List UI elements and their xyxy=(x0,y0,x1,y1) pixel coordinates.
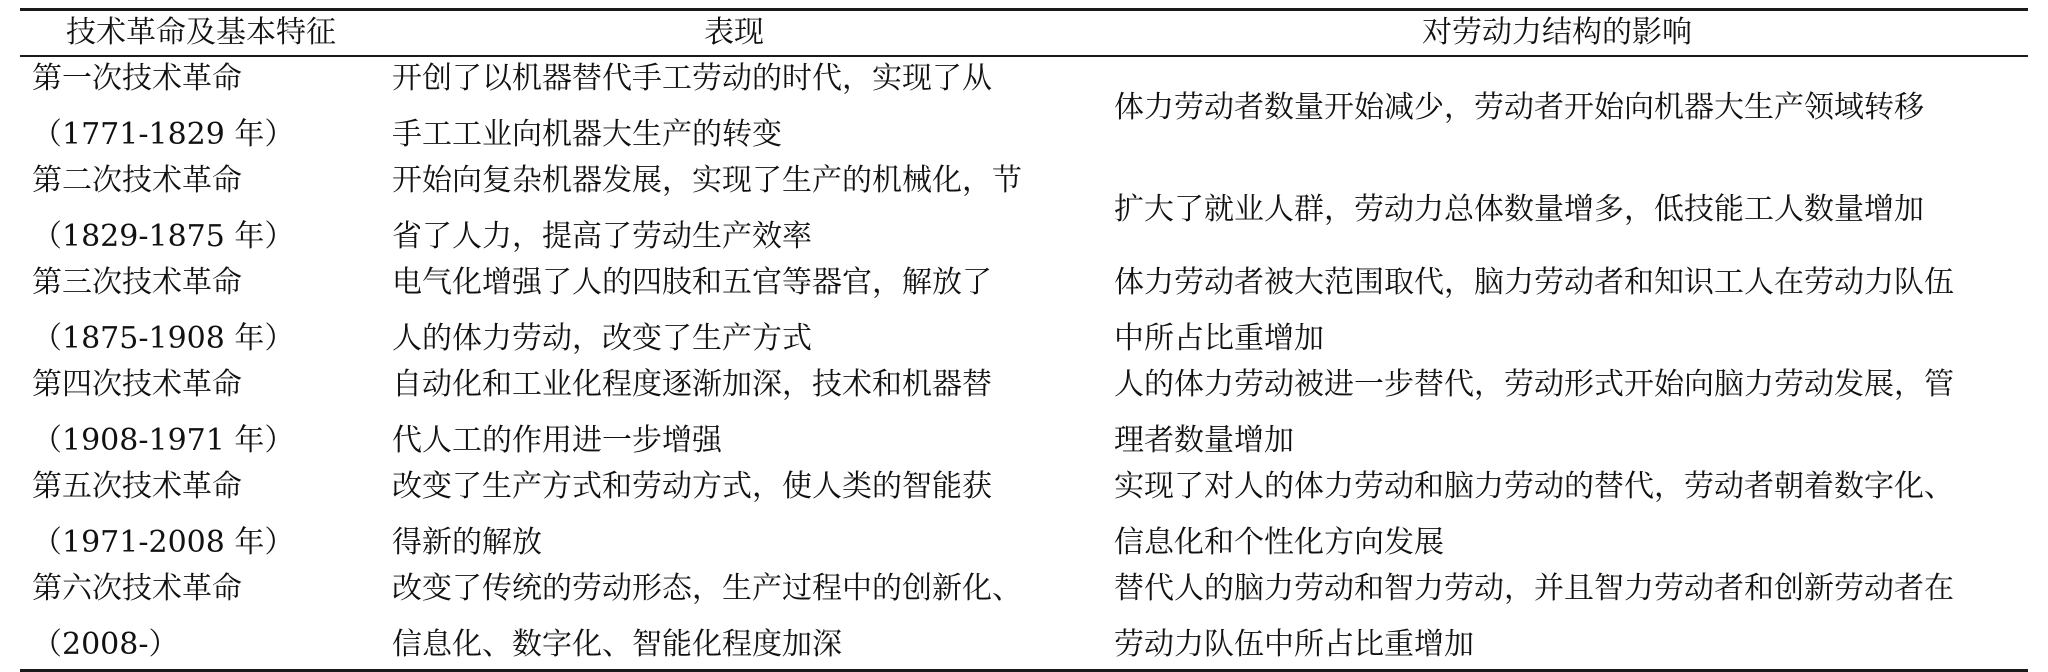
revolution-name: 第六次技术革命 xyxy=(32,571,242,606)
performance-line: 改变了生产方式和劳动方式，使人类的智能获 xyxy=(392,469,992,504)
impact-line: 替代人的脑力劳动和智力劳动，并且智力劳动者和创新劳动者在 xyxy=(1114,571,1954,606)
revolution-period: （1908-1971 年） xyxy=(32,423,295,458)
revolution-cell xyxy=(20,465,382,567)
impact-line: 理者数量增加 xyxy=(1114,423,1294,458)
table-row xyxy=(20,567,2028,669)
revolution-cell xyxy=(20,159,382,261)
performance-line: 得新的解放 xyxy=(392,525,542,560)
impact-cell xyxy=(1086,567,2028,669)
impact-cell xyxy=(1086,363,2028,465)
impact-line: 中所占比重增加 xyxy=(1114,321,1324,356)
table-header-row xyxy=(20,11,2028,55)
performance-cell xyxy=(382,567,1086,669)
performance-line: 代人工的作用进一步增强 xyxy=(392,423,722,458)
table-row xyxy=(20,363,2028,465)
impact-cell xyxy=(1086,159,2028,261)
revolution-cell xyxy=(20,363,382,465)
impact-line: 劳动力队伍中所占比重增加 xyxy=(1114,627,1474,662)
revolution-period: （1829-1875 年） xyxy=(32,219,295,254)
impact-line: 扩大了就业人群，劳动力总体数量增多，低技能工人数量增加 xyxy=(1114,192,1924,227)
revolution-name: 第二次技术革命 xyxy=(32,163,242,198)
performance-line: 电气化增强了人的四肢和五官等器官，解放了 xyxy=(392,265,992,300)
header-impact: 对劳动力结构的影响 xyxy=(1422,15,1692,50)
header-revolution: 技术革命及基本特征 xyxy=(66,15,336,50)
performance-cell xyxy=(382,159,1086,261)
table-row xyxy=(20,261,2028,363)
performance-line: 人的体力劳动，改变了生产方式 xyxy=(392,321,812,356)
performance-line: 手工工业向机器大生产的转变 xyxy=(392,117,782,152)
impact-cell xyxy=(1086,465,2028,567)
revolution-name: 第一次技术革命 xyxy=(32,61,242,96)
performance-line: 开始向复杂机器发展，实现了生产的机械化，节 xyxy=(392,163,1022,198)
revolution-period: （2008-） xyxy=(32,627,179,662)
revolution-period: （1971-2008 年） xyxy=(32,525,295,560)
performance-cell xyxy=(382,363,1086,465)
table-row xyxy=(20,159,2028,261)
revolution-cell xyxy=(20,57,382,159)
revolution-name: 第四次技术革命 xyxy=(32,367,242,402)
impact-line: 人的体力劳动被进一步替代，劳动形式开始向脑力劳动发展，管 xyxy=(1114,367,1954,402)
table-row xyxy=(20,465,2028,567)
performance-line: 开创了以机器替代手工劳动的时代，实现了从 xyxy=(392,61,992,96)
performance-cell xyxy=(382,57,1086,159)
revolution-cell xyxy=(20,567,382,669)
impact-line: 体力劳动者数量开始减少，劳动者开始向机器大生产领域转移 xyxy=(1114,90,1924,125)
impact-line: 实现了对人的体力劳动和脑力劳动的替代，劳动者朝着数字化、 xyxy=(1114,469,1954,504)
impact-line: 信息化和个性化方向发展 xyxy=(1114,525,1444,560)
performance-cell xyxy=(382,465,1086,567)
performance-line: 自动化和工业化程度逐渐加深，技术和机器替 xyxy=(392,367,992,402)
performance-line: 改变了传统的劳动形态，生产过程中的创新化、 xyxy=(392,571,1022,606)
revolution-name: 第三次技术革命 xyxy=(32,265,242,300)
header-performance: 表现 xyxy=(704,15,764,50)
performance-cell xyxy=(382,261,1086,363)
performance-line: 省了人力，提高了劳动生产效率 xyxy=(392,219,812,254)
impact-cell xyxy=(1086,261,2028,363)
revolution-cell xyxy=(20,261,382,363)
table-row xyxy=(20,57,2028,159)
revolution-period: （1771-1829 年） xyxy=(32,117,295,152)
revolution-name: 第五次技术革命 xyxy=(32,469,242,504)
performance-line: 信息化、数字化、智能化程度加深 xyxy=(392,627,842,662)
impact-cell xyxy=(1086,57,2028,159)
impact-line: 体力劳动者被大范围取代，脑力劳动者和知识工人在劳动力队伍 xyxy=(1114,265,1954,300)
revolution-table xyxy=(20,8,2028,672)
revolution-period: （1875-1908 年） xyxy=(32,321,295,356)
